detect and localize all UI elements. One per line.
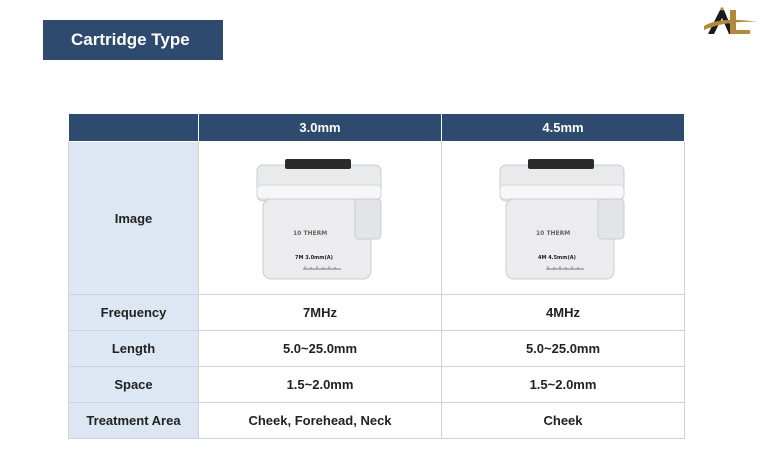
table-cell: 7MHz (199, 295, 442, 331)
table-row-length (69, 331, 685, 367)
cartridge-3mm-label: 7M 3.0mm(A) (295, 255, 333, 261)
logo-emblem-icon (700, 6, 762, 38)
cartridge-spec-table (68, 113, 685, 439)
header-corner (69, 114, 199, 142)
row-label: Length (69, 331, 199, 367)
table-header-row (69, 114, 685, 142)
row-label-image: Image (69, 142, 199, 295)
cartridge-3mm-image (255, 155, 385, 281)
cartridge-4-5mm-label: 4M 4.5mm(A) (538, 255, 576, 261)
page-title (43, 20, 223, 60)
table-cell: 1.5~2.0mm (199, 367, 442, 403)
row-label: Space (69, 367, 199, 403)
cartridge-3mm-brand: 10 THERM (293, 230, 328, 237)
table-row-treatment-area (69, 403, 685, 439)
table-cell: 5.0~25.0mm (442, 331, 685, 367)
cartridge-image-cell (199, 142, 442, 295)
table-cell: Cheek, Forehead, Neck (199, 403, 442, 439)
table-cell: 5.0~25.0mm (199, 331, 442, 367)
row-label: Treatment Area (69, 403, 199, 439)
table-row-image (69, 142, 685, 295)
row-label: Frequency (69, 295, 199, 331)
table-row-frequency (69, 295, 685, 331)
cartridge-image-cell (442, 142, 685, 295)
table-cell: 1.5~2.0mm (442, 367, 685, 403)
table-cell: 4MHz (442, 295, 685, 331)
table-row-space (69, 367, 685, 403)
page-title-text: Cartridge Type (71, 30, 190, 49)
header-3mm: 3.0mm (199, 114, 442, 142)
header-4-5mm: 4.5mm (442, 114, 685, 142)
cartridge-4-5mm-image (498, 155, 628, 281)
company-logo (700, 6, 762, 40)
table-cell: Cheek (442, 403, 685, 439)
cartridge-4-5mm-brand: 10 THERM (536, 230, 571, 237)
